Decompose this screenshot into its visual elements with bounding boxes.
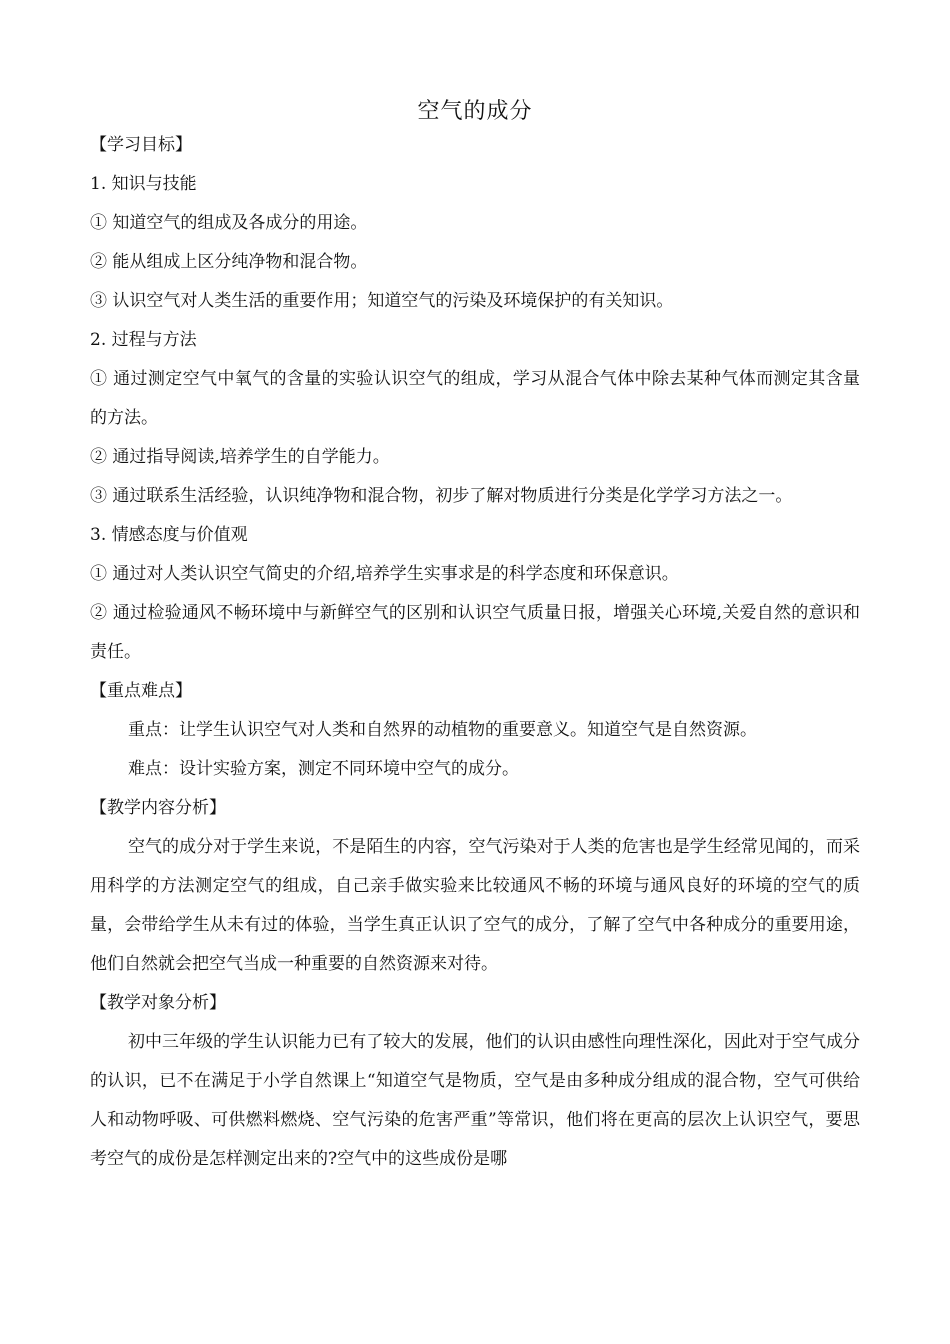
attitude-heading: 3. 情感态度与价值观	[90, 525, 248, 545]
content-analysis-heading: 【教学内容分析】	[90, 798, 226, 818]
key-point-text: 重点：让学生认识空气对人类和自然界的动植物的重要意义。知道空气是自然资源。	[128, 720, 757, 740]
knowledge-heading: 1. 知识与技能	[90, 174, 197, 194]
attitude-item: ① 通过对人类认识空气简史的介绍,培养学生实事求是的科学态度和环保意识。	[90, 564, 679, 584]
content-analysis-text: 空气的成分对于学生来说，不是陌生的内容，空气污染对于人类的危害也是学生经常见闻的，而采用科学的方法测定空气的组成，自己亲手做实验来比较通风不畅的环境与通风良好的环境的空气的质量，会带给学生从未有过的体验，当学生真正认识了空气的成分，了解了空气中各种成分的重要用途，他们自然就会把空气当成一种重要的自然资源来对待。	[90, 837, 860, 974]
process-heading: 2. 过程与方法	[90, 330, 197, 350]
knowledge-item: ② 能从组成上区分纯净物和混合物。	[90, 252, 368, 272]
document-page	[90, 92, 860, 1179]
process-item: ③ 通过联系生活经验，认识纯净物和混合物，初步了解对物质进行分类是化学学习方法之一。	[90, 486, 793, 506]
process-item: ① 通过测定空气中氧气的含量的实验认识空气的组成，学习从混合气体中除去某种气体而测定其含量的方法。	[90, 369, 860, 428]
audience-analysis-text: 初中三年级的学生认识能力已有了较大的发展，他们的认识由感性向理性深化，因此对于空气成分的认识，已不在满足于小学自然课上“知道空气是物质，空气是由多种成分组成的混合物，空气可供给人和动物呼吸、可供燃料燃烧、空气污染的危害严重”等常识，他们将在更高的层次上认识空气，要思考空气的成份是怎样测定出来的?空气中的这些成份是哪	[90, 1032, 860, 1169]
learning-goals-heading: 【学习目标】	[90, 135, 192, 155]
attitude-item: ② 通过检验通风不畅环境中与新鲜空气的区别和认识空气质量日报，增强关心环境,关爱自然的意识和责任。	[90, 603, 860, 662]
difficult-point-text: 难点：设计实验方案，测定不同环境中空气的成分。	[128, 759, 519, 779]
document-title: 空气的成分	[417, 99, 533, 124]
process-item: ② 通过指导阅读,培养学生的自学能力。	[90, 447, 390, 467]
key-points-heading: 【重点难点】	[90, 681, 192, 701]
knowledge-item: ③ 认识空气对人类生活的重要作用；知道空气的污染及环境保护的有关知识。	[90, 291, 674, 311]
knowledge-item: ① 知道空气的组成及各成分的用途。	[90, 213, 368, 233]
audience-analysis-heading: 【教学对象分析】	[90, 993, 226, 1013]
